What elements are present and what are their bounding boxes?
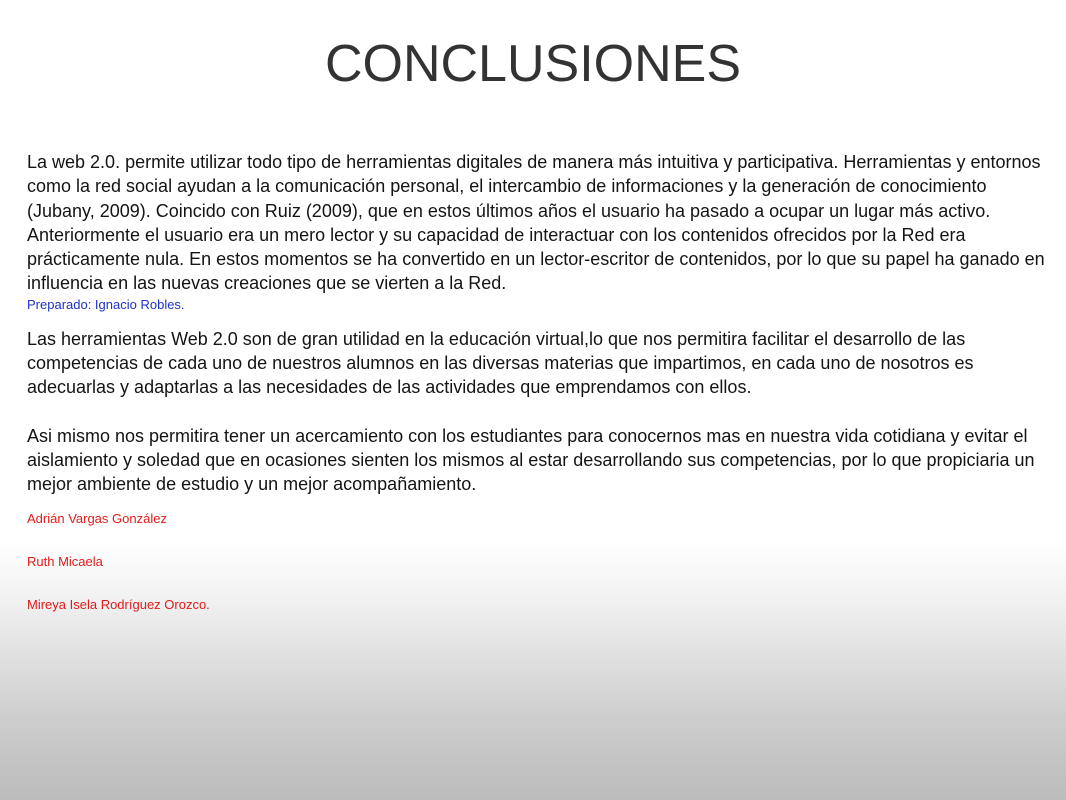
paragraph-web20-intro: La web 2.0. permite utilizar todo tipo de herramientas digitales de manera más intuitiva y participativa. Herramientas y entornos como la red social ayudan a la comunicación personal, el intercambio de informaciones y la generación de conocimiento (Jubany, 2009). Coincido con Ruiz (2009), que en estos últimos años el usuario ha pasado a ocupar un lugar más activo. Anteriormente el usuario era un mero lector y su capacidad de interactuar con los contenidos ofrecidos por la Red era prácticamente nula. En estos momentos se ha convertido en un lector-escritor de contenidos, por lo que su papel ha ganado en influencia en las nuevas creaciones que se vierten a la Red. — [27, 152, 1045, 294]
paragraph-web20-education: Las herramientas Web 2.0 son de gran utilidad en la educación virtual,lo que nos permitira facilitar el desarrollo de las competencias de cada uno de nuestros alumnos en las diversas materias que impartimos, en cada uno de nosotros es adecuarlas y adaptarlas a las necesidades de las actividades que emprendamos con ellos. — [27, 328, 974, 398]
slide-title: CONCLUSIONES — [324, 35, 742, 93]
spacer — [27, 528, 1047, 553]
author-name: Adrián Vargas González — [27, 510, 167, 526]
author-name: Mireya Isela Rodríguez Orozco. — [27, 596, 210, 612]
spacer — [27, 400, 1047, 424]
author-name: Ruth Micaela — [27, 553, 103, 569]
paragraph-student-rapport: Asi mismo nos permitira tener un acercamiento con los estudiantes para conocernos mas en nuestra vida cotidiana y evitar el aislamiento y soledad que en ocasiones sienten los mismos al estar desarrollando sus competencias, por lo que propiciaria un mejor ambiente de estudio y un mejor acompañamiento. — [27, 425, 1035, 495]
spacer — [27, 571, 1047, 596]
slide-body — [27, 150, 1047, 614]
prepared-by-credit: Preparado: Ignacio Robles. — [27, 296, 185, 312]
spacer — [27, 497, 1047, 510]
spacer — [27, 314, 1047, 327]
